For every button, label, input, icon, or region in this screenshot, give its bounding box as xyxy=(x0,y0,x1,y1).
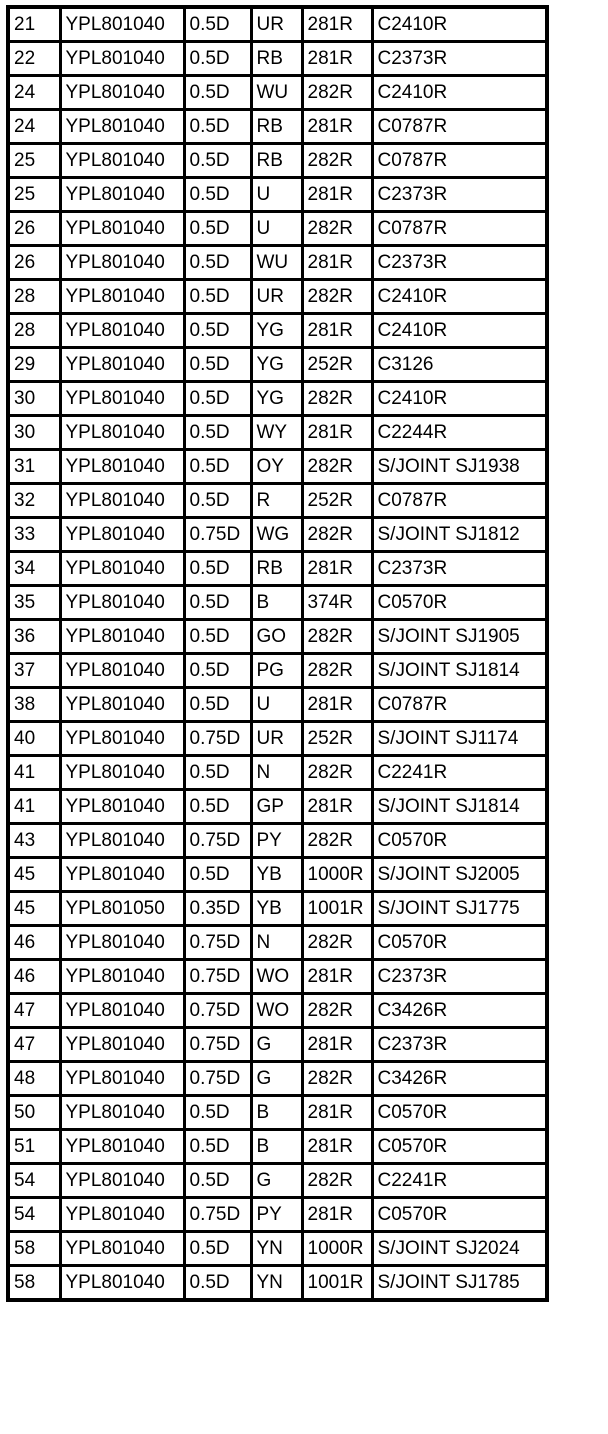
cell-ref: 282R xyxy=(302,756,372,790)
cell-size: 0.75D xyxy=(184,824,251,858)
cell-part-code: YPL801040 xyxy=(60,790,184,824)
table-row xyxy=(8,7,547,42)
cell-ref: 1000R xyxy=(302,858,372,892)
cell-color-code: G xyxy=(251,1164,302,1198)
cell-number: 26 xyxy=(8,212,60,246)
cell-color-code: RB xyxy=(251,552,302,586)
cell-number: 58 xyxy=(8,1266,60,1301)
cell-ref: 282R xyxy=(302,926,372,960)
cell-connection: S/JOINT SJ1814 xyxy=(372,790,547,824)
table-row xyxy=(8,110,547,144)
cell-size: 0.5D xyxy=(184,858,251,892)
cell-color-code: PY xyxy=(251,1198,302,1232)
table-row xyxy=(8,1266,547,1301)
cell-number: 47 xyxy=(8,994,60,1028)
cell-color-code: G xyxy=(251,1028,302,1062)
table-row xyxy=(8,688,547,722)
cell-connection: S/JOINT SJ2024 xyxy=(372,1232,547,1266)
cell-color-code: YB xyxy=(251,892,302,926)
cell-part-code: YPL801040 xyxy=(60,688,184,722)
cell-part-code: YPL801040 xyxy=(60,484,184,518)
cell-number: 36 xyxy=(8,620,60,654)
cell-connection: C3426R xyxy=(372,994,547,1028)
cell-part-code: YPL801040 xyxy=(60,994,184,1028)
cell-number: 24 xyxy=(8,76,60,110)
cell-connection: C2410R xyxy=(372,382,547,416)
cell-color-code: YB xyxy=(251,858,302,892)
cell-ref: 282R xyxy=(302,1062,372,1096)
cell-number: 41 xyxy=(8,756,60,790)
cell-ref: 281R xyxy=(302,42,372,76)
cell-size: 0.5D xyxy=(184,280,251,314)
cell-size: 0.5D xyxy=(184,790,251,824)
cell-number: 34 xyxy=(8,552,60,586)
cell-connection: S/JOINT SJ1812 xyxy=(372,518,547,552)
cell-part-code: YPL801040 xyxy=(60,960,184,994)
cell-number: 40 xyxy=(8,722,60,756)
cell-ref: 1000R xyxy=(302,1232,372,1266)
cell-connection: C2373R xyxy=(372,178,547,212)
cell-part-code: YPL801040 xyxy=(60,1266,184,1301)
cell-number: 58 xyxy=(8,1232,60,1266)
cell-size: 0.5D xyxy=(184,246,251,280)
cell-part-code: YPL801040 xyxy=(60,518,184,552)
cell-part-code: YPL801040 xyxy=(60,42,184,76)
cell-number: 26 xyxy=(8,246,60,280)
cell-number: 45 xyxy=(8,892,60,926)
cell-connection: C2241R xyxy=(372,756,547,790)
table-row xyxy=(8,416,547,450)
cell-part-code: YPL801040 xyxy=(60,1130,184,1164)
cell-number: 54 xyxy=(8,1164,60,1198)
cell-size: 0.5D xyxy=(184,1130,251,1164)
table-row xyxy=(8,858,547,892)
cell-part-code: YPL801040 xyxy=(60,926,184,960)
table-row xyxy=(8,178,547,212)
table-row xyxy=(8,280,547,314)
cell-number: 46 xyxy=(8,926,60,960)
cell-ref: 282R xyxy=(302,382,372,416)
table-row xyxy=(8,348,547,382)
cell-size: 0.5D xyxy=(184,76,251,110)
cell-ref: 281R xyxy=(302,1130,372,1164)
cell-color-code: WO xyxy=(251,960,302,994)
cell-size: 0.5D xyxy=(184,1232,251,1266)
cell-size: 0.5D xyxy=(184,110,251,144)
cell-ref: 281R xyxy=(302,416,372,450)
cell-color-code: U xyxy=(251,212,302,246)
cell-size: 0.5D xyxy=(184,484,251,518)
cell-number: 46 xyxy=(8,960,60,994)
cell-connection: C2241R xyxy=(372,1164,547,1198)
cell-color-code: R xyxy=(251,484,302,518)
cell-color-code: WU xyxy=(251,246,302,280)
cell-size: 0.5D xyxy=(184,756,251,790)
cell-size: 0.5D xyxy=(184,178,251,212)
table-row xyxy=(8,450,547,484)
table-row xyxy=(8,1198,547,1232)
cell-part-code: YPL801040 xyxy=(60,1232,184,1266)
cell-ref: 281R xyxy=(302,790,372,824)
cell-size: 0.75D xyxy=(184,1028,251,1062)
table-row xyxy=(8,518,547,552)
cell-part-code: YPL801040 xyxy=(60,416,184,450)
cell-connection: C0570R xyxy=(372,926,547,960)
cell-size: 0.5D xyxy=(184,586,251,620)
cell-number: 35 xyxy=(8,586,60,620)
table-row xyxy=(8,654,547,688)
cell-ref: 281R xyxy=(302,960,372,994)
cell-color-code: RB xyxy=(251,144,302,178)
table-row xyxy=(8,76,547,110)
cell-ref: 281R xyxy=(302,552,372,586)
cell-number: 25 xyxy=(8,178,60,212)
cell-connection: C2373R xyxy=(372,552,547,586)
cell-ref: 282R xyxy=(302,280,372,314)
cell-connection: C2410R xyxy=(372,7,547,42)
cell-connection: C2373R xyxy=(372,246,547,280)
cell-part-code: YPL801040 xyxy=(60,280,184,314)
cell-color-code: GP xyxy=(251,790,302,824)
cell-connection: C0787R xyxy=(372,484,547,518)
cell-color-code: GO xyxy=(251,620,302,654)
cell-size: 0.5D xyxy=(184,688,251,722)
cell-size: 0.75D xyxy=(184,518,251,552)
cell-color-code: WO xyxy=(251,994,302,1028)
cell-size: 0.5D xyxy=(184,654,251,688)
cell-number: 51 xyxy=(8,1130,60,1164)
cell-number: 50 xyxy=(8,1096,60,1130)
table-row xyxy=(8,314,547,348)
cell-size: 0.5D xyxy=(184,348,251,382)
cell-size: 0.5D xyxy=(184,7,251,42)
cell-connection: C0787R xyxy=(372,212,547,246)
cell-number: 38 xyxy=(8,688,60,722)
cell-number: 28 xyxy=(8,280,60,314)
cell-ref: 282R xyxy=(302,212,372,246)
cell-ref: 281R xyxy=(302,7,372,42)
cell-ref: 281R xyxy=(302,110,372,144)
cell-size: 0.5D xyxy=(184,450,251,484)
data-table xyxy=(6,5,549,1302)
cell-connection: S/JOINT SJ1174 xyxy=(372,722,547,756)
cell-part-code: YPL801040 xyxy=(60,382,184,416)
cell-ref: 281R xyxy=(302,314,372,348)
cell-part-code: YPL801050 xyxy=(60,892,184,926)
cell-number: 29 xyxy=(8,348,60,382)
cell-color-code: RB xyxy=(251,110,302,144)
cell-ref: 282R xyxy=(302,144,372,178)
cell-color-code: OY xyxy=(251,450,302,484)
cell-part-code: YPL801040 xyxy=(60,1198,184,1232)
cell-size: 0.75D xyxy=(184,722,251,756)
cell-color-code: YG xyxy=(251,314,302,348)
cell-size: 0.75D xyxy=(184,960,251,994)
cell-connection: C0787R xyxy=(372,688,547,722)
cell-size: 0.75D xyxy=(184,994,251,1028)
cell-ref: 282R xyxy=(302,450,372,484)
table-row xyxy=(8,246,547,280)
cell-size: 0.5D xyxy=(184,42,251,76)
cell-number: 54 xyxy=(8,1198,60,1232)
table-row xyxy=(8,722,547,756)
cell-color-code: PY xyxy=(251,824,302,858)
cell-connection: S/JOINT SJ1814 xyxy=(372,654,547,688)
cell-number: 22 xyxy=(8,42,60,76)
cell-color-code: PG xyxy=(251,654,302,688)
cell-ref: 282R xyxy=(302,620,372,654)
cell-color-code: B xyxy=(251,1130,302,1164)
table-row xyxy=(8,552,547,586)
cell-part-code: YPL801040 xyxy=(60,654,184,688)
table-row xyxy=(8,144,547,178)
cell-ref: 282R xyxy=(302,76,372,110)
table-row xyxy=(8,382,547,416)
cell-part-code: YPL801040 xyxy=(60,348,184,382)
cell-number: 47 xyxy=(8,1028,60,1062)
cell-color-code: N xyxy=(251,926,302,960)
cell-number: 41 xyxy=(8,790,60,824)
cell-part-code: YPL801040 xyxy=(60,1096,184,1130)
cell-part-code: YPL801040 xyxy=(60,552,184,586)
cell-color-code: UR xyxy=(251,722,302,756)
cell-ref: 1001R xyxy=(302,892,372,926)
cell-color-code: YN xyxy=(251,1232,302,1266)
cell-color-code: N xyxy=(251,756,302,790)
cell-number: 30 xyxy=(8,416,60,450)
table-row xyxy=(8,1062,547,1096)
table-row xyxy=(8,1096,547,1130)
cell-size: 0.5D xyxy=(184,416,251,450)
table-row xyxy=(8,960,547,994)
cell-connection: S/JOINT SJ1775 xyxy=(372,892,547,926)
cell-size: 0.5D xyxy=(184,1096,251,1130)
cell-color-code: WG xyxy=(251,518,302,552)
cell-number: 24 xyxy=(8,110,60,144)
table-row xyxy=(8,756,547,790)
cell-ref: 282R xyxy=(302,824,372,858)
cell-color-code: YN xyxy=(251,1266,302,1301)
cell-ref: 282R xyxy=(302,518,372,552)
cell-ref: 282R xyxy=(302,994,372,1028)
cell-part-code: YPL801040 xyxy=(60,178,184,212)
table-row xyxy=(8,484,547,518)
cell-ref: 252R xyxy=(302,348,372,382)
cell-connection: C0570R xyxy=(372,824,547,858)
table-row xyxy=(8,892,547,926)
cell-ref: 282R xyxy=(302,654,372,688)
cell-connection: S/JOINT SJ2005 xyxy=(372,858,547,892)
cell-part-code: YPL801040 xyxy=(60,76,184,110)
cell-part-code: YPL801040 xyxy=(60,246,184,280)
cell-part-code: YPL801040 xyxy=(60,824,184,858)
cell-color-code: B xyxy=(251,586,302,620)
table-row xyxy=(8,620,547,654)
table-row xyxy=(8,926,547,960)
cell-ref: 282R xyxy=(302,1164,372,1198)
cell-ref: 1001R xyxy=(302,1266,372,1301)
cell-size: 0.5D xyxy=(184,620,251,654)
cell-part-code: YPL801040 xyxy=(60,756,184,790)
cell-number: 37 xyxy=(8,654,60,688)
cell-connection: C0570R xyxy=(372,586,547,620)
table-row xyxy=(8,994,547,1028)
cell-ref: 281R xyxy=(302,1028,372,1062)
cell-size: 0.75D xyxy=(184,1062,251,1096)
cell-number: 33 xyxy=(8,518,60,552)
cell-number: 45 xyxy=(8,858,60,892)
cell-number: 32 xyxy=(8,484,60,518)
cell-ref: 281R xyxy=(302,1096,372,1130)
cell-connection: C2410R xyxy=(372,314,547,348)
cell-connection: C0570R xyxy=(372,1096,547,1130)
cell-connection: C0570R xyxy=(372,1198,547,1232)
cell-ref: 374R xyxy=(302,586,372,620)
table-body xyxy=(8,7,547,1300)
cell-ref: 252R xyxy=(302,722,372,756)
table-row xyxy=(8,1164,547,1198)
cell-size: 0.5D xyxy=(184,212,251,246)
cell-part-code: YPL801040 xyxy=(60,7,184,42)
cell-part-code: YPL801040 xyxy=(60,110,184,144)
cell-color-code: UR xyxy=(251,280,302,314)
cell-connection: S/JOINT SJ1938 xyxy=(372,450,547,484)
cell-part-code: YPL801040 xyxy=(60,586,184,620)
cell-connection: C0570R xyxy=(372,1130,547,1164)
cell-connection: C2373R xyxy=(372,42,547,76)
cell-connection: C2244R xyxy=(372,416,547,450)
cell-connection: C0787R xyxy=(372,144,547,178)
cell-part-code: YPL801040 xyxy=(60,722,184,756)
cell-number: 30 xyxy=(8,382,60,416)
cell-connection: C3426R xyxy=(372,1062,547,1096)
cell-connection: S/JOINT SJ1785 xyxy=(372,1266,547,1301)
table-row xyxy=(8,1232,547,1266)
cell-color-code: U xyxy=(251,178,302,212)
cell-connection: C0787R xyxy=(372,110,547,144)
table-row xyxy=(8,42,547,76)
cell-part-code: YPL801040 xyxy=(60,620,184,654)
cell-part-code: YPL801040 xyxy=(60,314,184,348)
cell-connection: C2373R xyxy=(372,1028,547,1062)
cell-color-code: WU xyxy=(251,76,302,110)
cell-part-code: YPL801040 xyxy=(60,212,184,246)
cell-size: 0.75D xyxy=(184,926,251,960)
cell-connection: C2410R xyxy=(372,280,547,314)
cell-size: 0.75D xyxy=(184,1198,251,1232)
cell-size: 0.5D xyxy=(184,382,251,416)
cell-color-code: RB xyxy=(251,42,302,76)
cell-number: 31 xyxy=(8,450,60,484)
cell-number: 28 xyxy=(8,314,60,348)
cell-size: 0.5D xyxy=(184,1266,251,1301)
cell-number: 48 xyxy=(8,1062,60,1096)
table-row xyxy=(8,212,547,246)
cell-size: 0.5D xyxy=(184,314,251,348)
cell-connection: C3126 xyxy=(372,348,547,382)
cell-number: 25 xyxy=(8,144,60,178)
table-row xyxy=(8,824,547,858)
cell-color-code: U xyxy=(251,688,302,722)
table-row xyxy=(8,790,547,824)
cell-size: 0.5D xyxy=(184,144,251,178)
cell-color-code: UR xyxy=(251,7,302,42)
cell-color-code: G xyxy=(251,1062,302,1096)
cell-ref: 281R xyxy=(302,1198,372,1232)
cell-connection: C2373R xyxy=(372,960,547,994)
cell-connection: S/JOINT SJ1905 xyxy=(372,620,547,654)
cell-part-code: YPL801040 xyxy=(60,1164,184,1198)
cell-color-code: YG xyxy=(251,382,302,416)
cell-size: 0.5D xyxy=(184,1164,251,1198)
cell-ref: 281R xyxy=(302,178,372,212)
cell-number: 21 xyxy=(8,7,60,42)
table-row xyxy=(8,1130,547,1164)
cell-part-code: YPL801040 xyxy=(60,450,184,484)
cell-number: 43 xyxy=(8,824,60,858)
cell-ref: 281R xyxy=(302,246,372,280)
cell-size: 0.5D xyxy=(184,552,251,586)
table-row xyxy=(8,586,547,620)
cell-part-code: YPL801040 xyxy=(60,858,184,892)
cell-color-code: YG xyxy=(251,348,302,382)
cell-color-code: B xyxy=(251,1096,302,1130)
cell-part-code: YPL801040 xyxy=(60,1062,184,1096)
cell-part-code: YPL801040 xyxy=(60,144,184,178)
table-row xyxy=(8,1028,547,1062)
cell-ref: 252R xyxy=(302,484,372,518)
cell-ref: 281R xyxy=(302,688,372,722)
cell-part-code: YPL801040 xyxy=(60,1028,184,1062)
cell-size: 0.35D xyxy=(184,892,251,926)
cell-connection: C2410R xyxy=(372,76,547,110)
cell-color-code: WY xyxy=(251,416,302,450)
